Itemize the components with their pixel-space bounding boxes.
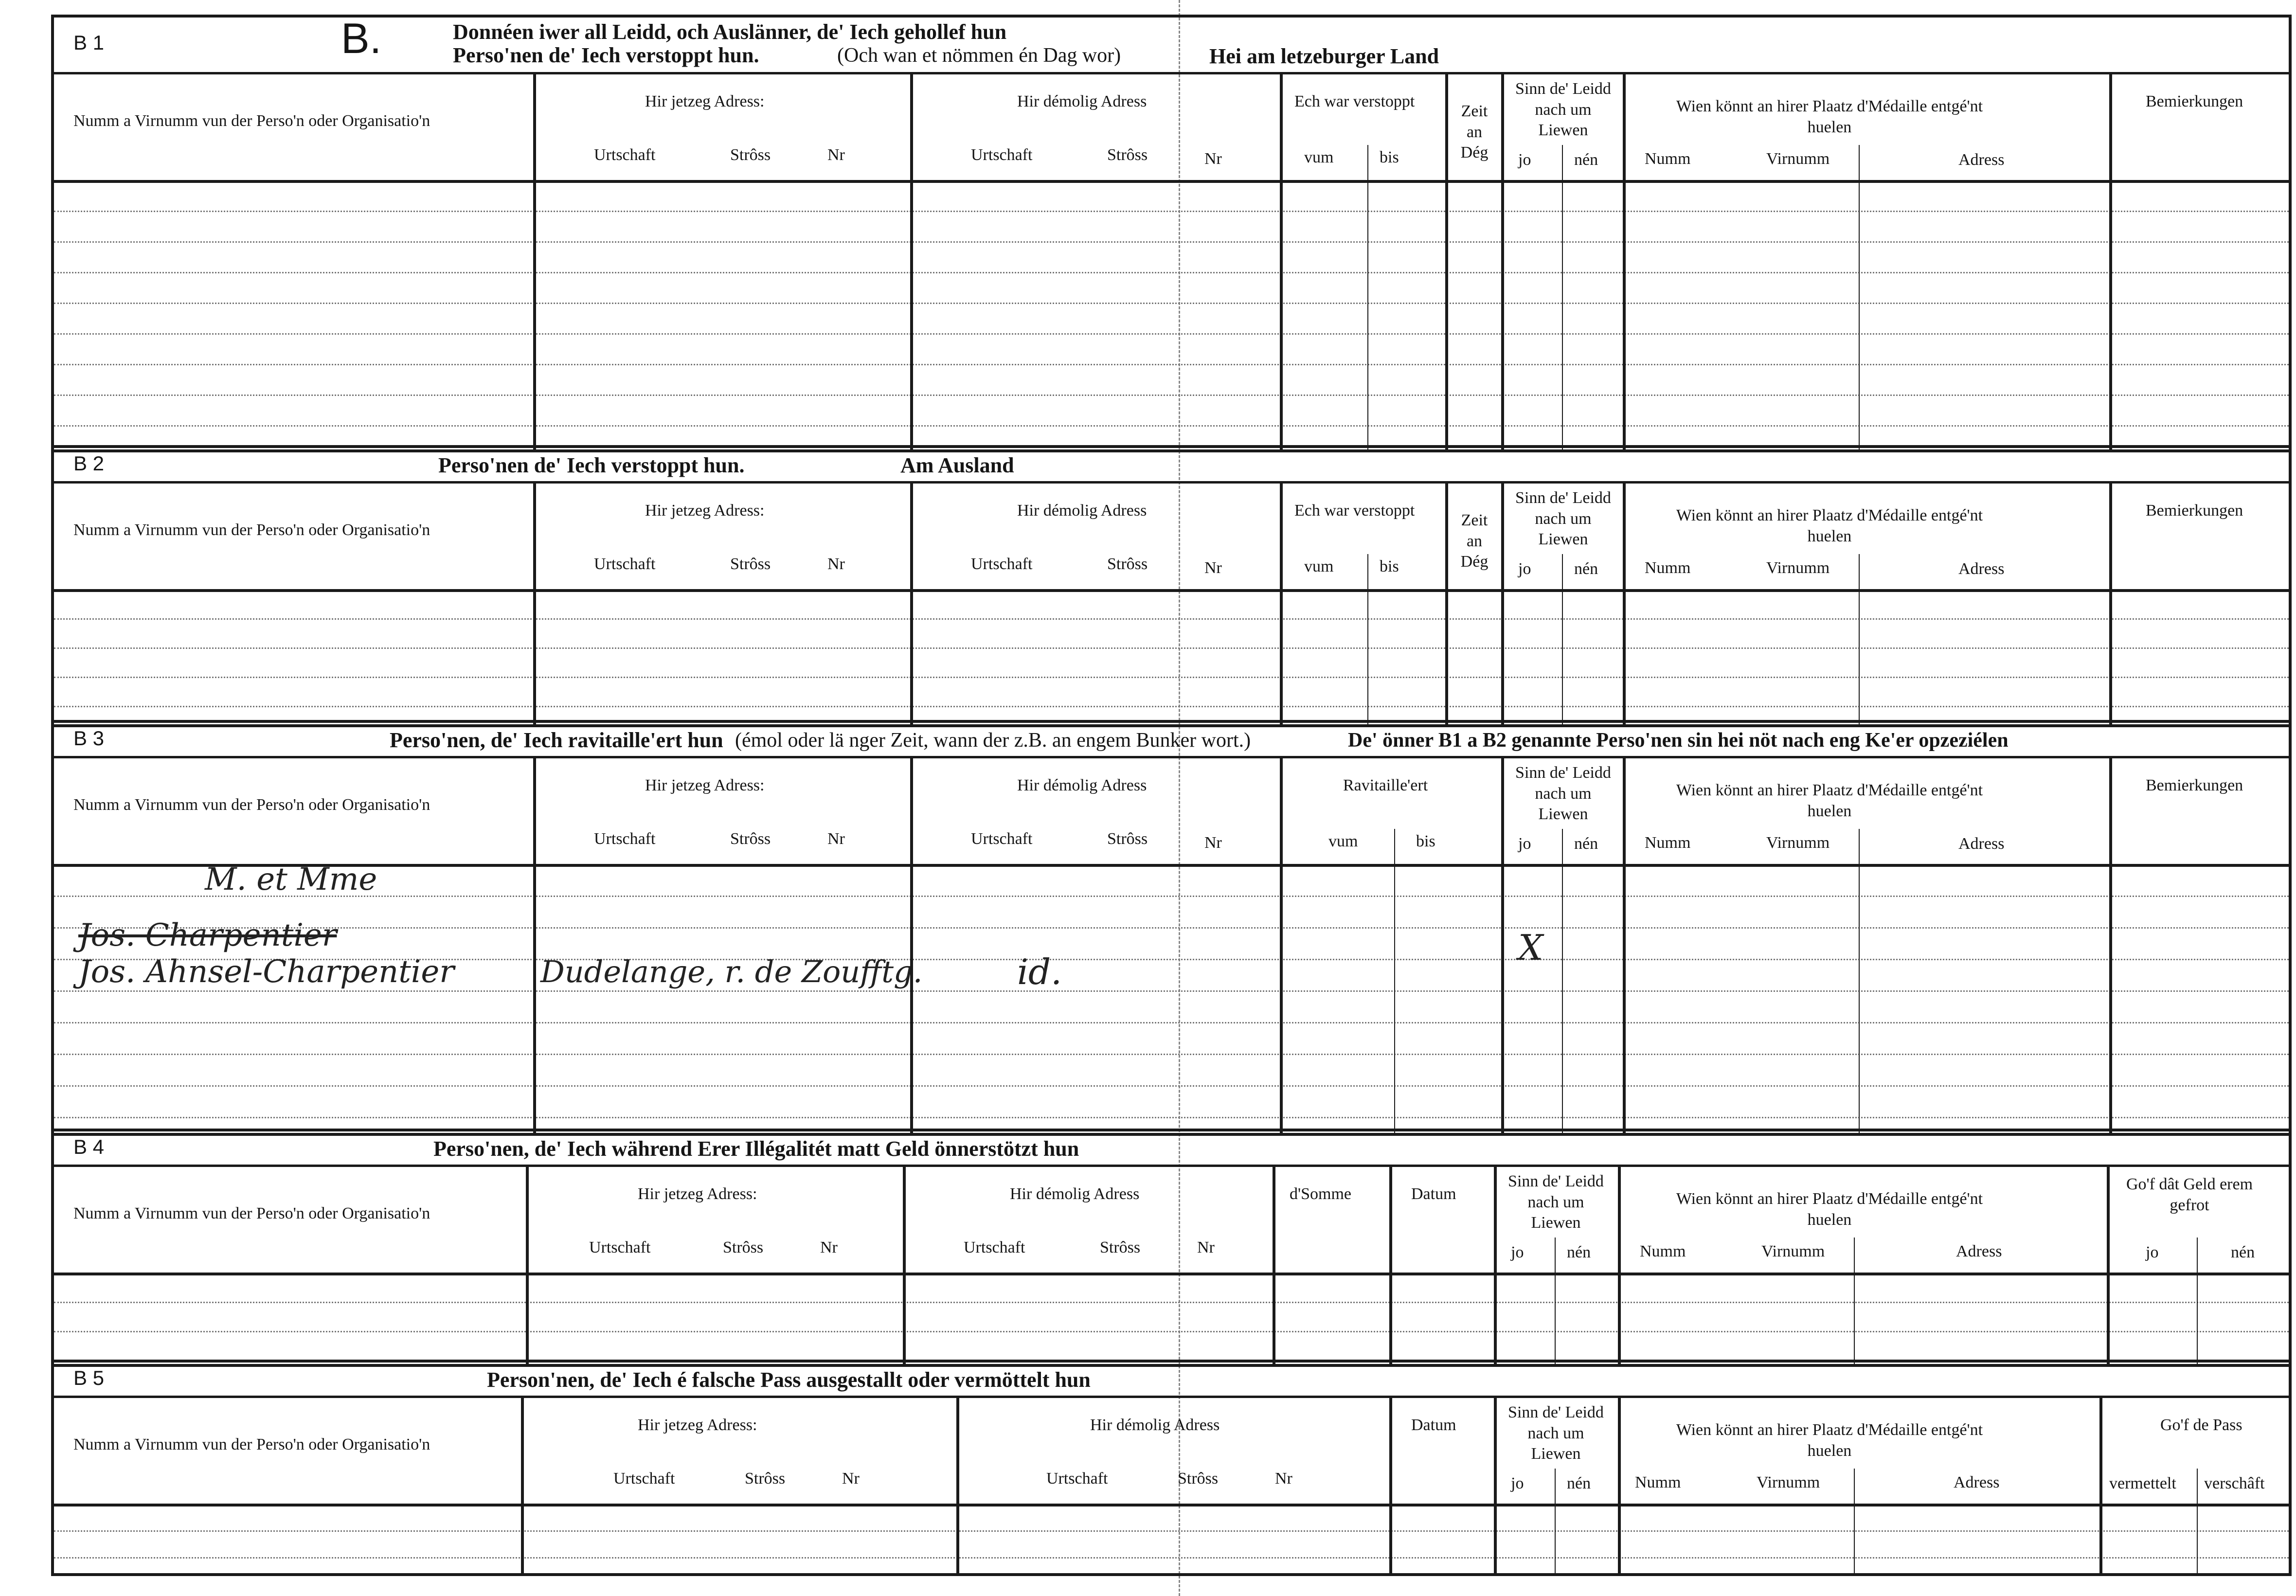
sub-yes: jo [1511,1474,1524,1492]
sub-place: Urtschaft [613,1470,675,1488]
sub-place: Urtschaft [594,555,656,573]
sub-address: Adress [1958,560,2005,578]
sub-place: Urtschaft [971,830,1033,848]
sub-name: Numm [1645,150,1691,168]
sub-nr: Nr [842,1470,860,1488]
row-line [54,706,2289,707]
handwriting-former: id. [1017,951,1062,992]
col-divider [1623,72,1626,449]
sub-yes: jo [1518,560,1531,578]
col-divider [1501,481,1504,724]
sub-to: bis [1416,832,1435,850]
sub-yes: jo [2146,1243,2159,1261]
row-line [54,927,2289,929]
row-line [54,333,2289,335]
col-name: Numm a Virnumm vun der Perso'n oder Organisatio'n [73,112,430,130]
col-name: Numm a Virnumm vun der Perso'n oder Organisatio'n [73,796,430,814]
row-line [54,425,2289,427]
section-title-c: De' önner B1 a B2 genannte Perso'nen sin hei nöt nach eng Ke'er opzeziélen [1348,729,2009,752]
section-b4 [51,1129,2292,1367]
col-divider [1618,1165,1621,1364]
col-divider [1618,1396,1621,1573]
col-divider-thin [1854,1273,1855,1364]
sub-divider [1562,554,1563,589]
sub-name: Numm [1645,559,1691,577]
row-line [54,1530,2289,1532]
section-title: Perso'nen de' Iech verstoppt hun. [438,453,745,477]
sub-to: bis [1380,148,1399,166]
section-title: Perso'nen, de' Iech ravitaille'ert hun [390,728,723,752]
row-line [54,272,2289,273]
col-divider-thin [1859,864,1860,1133]
sub-street: Strôss [1107,555,1148,573]
handwriting-name: Jos. Ahnsel-Charpentier [78,954,454,990]
col-divider [1280,756,1283,1133]
section-id: B 3 [73,727,105,750]
sub-address: Adress [1958,835,2005,853]
col-alive: Sinn de' Leidd nach um Liewen [1515,80,1611,139]
col-divider-thin [1854,1504,1855,1573]
sub-street: Strôss [723,1238,764,1256]
section-big-letter: B. [341,14,382,62]
header-row [54,756,2289,867]
sub-place: Urtschaft [964,1238,1025,1256]
row-line [54,1557,2289,1559]
header-row [54,1396,2289,1506]
section-id: B 2 [73,452,105,475]
col-former-address: Hir démolig Adress [1090,1416,1220,1434]
handwriting-place: Dudelange, r. de Zoufftg. [540,954,923,989]
section-id: B 5 [73,1366,105,1389]
sub-nr: Nr [827,830,845,848]
col-hidden: Ech war verstoppt [1294,502,1415,520]
header-row [54,1165,2289,1275]
col-divider [910,72,913,449]
section-id: B 1 [73,31,105,54]
sub-street: Strôss [1100,1238,1141,1256]
section-b1 [51,15,2292,452]
sub-place: Urtschaft [594,830,656,848]
row-line [54,618,2289,620]
sub-place: Urtschaft [589,1238,651,1256]
row-line [54,1054,2289,1055]
handwriting-name-struck: Jos. Charpentier [78,917,337,953]
row-line [54,241,2289,243]
sub-divider [1854,1469,1855,1504]
sub-from: vum [1304,557,1334,575]
col-divider [1389,1165,1392,1364]
col-divider [521,1396,524,1573]
col-divider [1501,756,1504,1133]
sub-nr: Nr [1204,559,1222,577]
sub-address: Adress [1954,1473,2000,1491]
sub-from: vum [1328,832,1358,850]
col-divider [1494,1165,1497,1364]
sub-yes: jo [1518,835,1531,853]
sub-divider [1854,1237,1855,1273]
row-line [54,303,2289,304]
sub-divider [1555,1469,1556,1504]
col-name: Numm a Virnumm vun der Perso'n oder Organisatio'n [73,1204,430,1222]
sub-first-name: Virnumm [1766,834,1830,852]
sub-no: nén [1574,151,1598,169]
sub-divider [1367,554,1368,589]
sub-place: Urtschaft [1046,1470,1108,1488]
sub-no: nén [1574,835,1598,853]
sub-place: Urtschaft [971,146,1033,164]
col-former-address: Hir démolig Adress [1017,502,1147,520]
sub-nr: Nr [827,555,845,573]
sub-divider [1859,554,1860,589]
sub-divider [1562,829,1563,864]
col-date: Datum [1411,1416,1456,1434]
sub-place: Urtschaft [594,146,656,164]
col-divider [1445,481,1448,724]
sub-street: Strôss [730,830,771,848]
col-name: Numm a Virnumm vun der Perso'n oder Organisatio'n [73,521,430,539]
sub-street: Strôss [1178,1470,1219,1488]
col-gift: Go'f dât Geld erem gefrot [2126,1175,2253,1214]
col-medal: Wien könnt an hirer Plaatz d'Médaille entgé'nt huelen [1676,1190,1983,1229]
handwriting-name-prefix: M. et Mme [205,861,377,897]
col-divider [2109,481,2112,724]
sub-nr: Nr [1197,1238,1215,1256]
handwriting-alive-mark: X [1518,927,1543,968]
sub-address: Adress [1956,1242,2002,1260]
col-divider-thin [2197,1504,2198,1573]
sub-to: bis [1380,557,1399,575]
col-date: Datum [1411,1185,1456,1203]
sub-divider [1555,1237,1556,1273]
sub-place: Urtschaft [971,555,1033,573]
col-current-address: Hir jetzeg Adress: [638,1416,757,1434]
col-divider [533,756,536,1133]
col-alive: Sinn de' Leidd nach um Liewen [1515,764,1611,823]
sub-nr: Nr [1204,834,1222,852]
col-current-address: Hir jetzeg Adress: [645,776,765,794]
col-current-address: Hir jetzeg Adress: [645,92,765,110]
sub-street: Strôss [730,555,771,573]
sub-divider [1859,829,1860,864]
col-former-address: Hir démolig Adress [1017,92,1147,110]
row-line [54,990,2289,992]
row-line [54,364,2289,365]
section-id: B 4 [73,1135,105,1158]
sub-first-name: Virnumm [1766,150,1830,168]
sub-yes: jo [1511,1243,1524,1261]
sub-first-name: Virnumm [1761,1242,1825,1260]
col-sum: d'Somme [1290,1185,1352,1203]
sub-name: Numm [1645,834,1691,852]
col-hidden: Ech war verstoppt [1294,92,1415,110]
sub-divider [1562,145,1563,180]
col-current-address: Hir jetzeg Adress: [638,1185,757,1203]
col-divider [1389,1396,1392,1573]
col-medal: Wien könnt an hirer Plaatz d'Médaille entgé'nt huelen [1676,506,1983,545]
col-divider-thin [1859,180,1860,449]
sub-yes: jo [1518,151,1531,169]
section-b3 [51,720,2292,1136]
col-divider-thin [1367,589,1368,724]
sub-divider [2197,1237,2198,1273]
col-former-address: Hir démolig Adress [1010,1185,1140,1203]
col-supplied: Ravitaille'ert [1343,776,1428,794]
col-divider-thin [1367,180,1368,449]
col-divider [910,481,913,724]
col-divider [1494,1396,1497,1573]
col-remarks: Bemierkungen [2146,92,2243,110]
sub-nr: Nr [1275,1470,1292,1488]
sub-mediated: vermettelt [2109,1474,2176,1492]
section-title-b: (émol oder lä nger Zeit, wann der z.B. an engem Bunker wort.) [735,729,1251,752]
col-alive: Sinn de' Leidd nach um Liewen [1515,489,1611,548]
sub-from: vum [1304,148,1334,166]
col-divider-thin [1562,589,1563,724]
sub-street: Strôss [745,1470,786,1488]
section-b5 [51,1360,2292,1576]
section-title-line2a: Perso'nen de' Iech verstoppt hun. [453,43,759,67]
sub-first-name: Virnumm [1757,1473,1820,1491]
col-alive: Sinn de' Leidd nach um Liewen [1508,1403,1604,1463]
sub-no: nén [1567,1474,1591,1492]
sub-street: Strôss [1107,146,1148,164]
section-title-line2b: (Och wan et nömmen én Dag wor) [837,44,1121,67]
col-divider [1623,481,1626,724]
sub-no: nén [1574,560,1598,578]
col-remarks: Bemierkungen [2146,502,2243,520]
row-line [54,1022,2289,1023]
sub-divider [1394,829,1395,864]
sub-nr: Nr [827,146,845,164]
sub-divider [1859,145,1860,180]
section-title-b: Am Ausland [900,453,1014,477]
col-time: Zeit an Dég [1460,511,1489,571]
section-b1-title-row [54,14,2289,74]
sub-no: nén [2231,1243,2255,1261]
col-current-address: Hir jetzeg Adress: [645,502,765,520]
col-medal: Wien könnt an hirer Plaatz d'Médaille entgé'nt huelen [1676,97,1983,136]
sub-procured: verschâft [2204,1474,2265,1492]
col-divider [1280,481,1283,724]
section-b5-title-row [54,1363,2289,1398]
col-divider [2099,1396,2102,1573]
header-row [54,72,2289,183]
row-line [54,1085,2289,1087]
col-divider [533,481,536,724]
col-alive: Sinn de' Leidd nach um Liewen [1508,1172,1604,1232]
section-title: Perso'nen, de' Iech während Erer Illégalitét matt Geld önnerstötzt hun [433,1137,1079,1161]
col-divider-thin [2197,1273,2198,1364]
col-former-address: Hir démolig Adress [1017,776,1147,794]
row-line [54,395,2289,396]
col-divider [2107,1165,2110,1364]
sub-address: Adress [1958,151,2005,169]
section-title: Donnéen iwer all Leidd, och Auslänner, de' Iech gehollef hun [453,20,1007,44]
sub-no: nén [1567,1243,1591,1261]
section-b2 [51,445,2292,727]
col-time: Zeit an Dég [1460,102,1489,161]
col-divider-thin [1555,1273,1556,1364]
sub-divider [2197,1469,2198,1504]
col-divider [956,1396,959,1573]
header-row [54,481,2289,592]
col-divider [1445,72,1448,449]
col-divider [910,756,913,1133]
row-line [54,211,2289,212]
col-divider [1623,756,1626,1133]
sub-street: Strôss [1107,830,1148,848]
col-divider-thin [1562,864,1563,1133]
col-pass: Go'f de Pass [2160,1416,2242,1434]
col-divider [903,1165,906,1364]
col-divider-thin [1555,1504,1556,1573]
col-divider [526,1165,529,1364]
col-divider [2109,72,2112,449]
sub-nr: Nr [1204,150,1222,168]
section-title: Person'nen, de' Iech é falsche Pass ausgestallt oder vermöttelt hun [487,1368,1091,1392]
col-divider-thin [1394,864,1395,1133]
row-line [54,677,2289,678]
col-divider-thin [1859,589,1860,724]
col-medal: Wien könnt an hirer Plaatz d'Médaille entgé'nt huelen [1676,781,1983,820]
section-b2-title-row [54,448,2289,484]
row-line [54,896,2289,897]
col-divider [1501,72,1504,449]
col-name: Numm a Virnumm vun der Perso'n oder Organisatio'n [73,1435,430,1453]
sub-nr: Nr [820,1238,838,1256]
col-divider [2109,756,2112,1133]
row-line [54,647,2289,649]
sub-divider [1367,145,1368,180]
col-divider [1280,72,1283,449]
row-line [54,1302,2289,1303]
col-remarks: Bemierkungen [2146,776,2243,794]
col-divider [533,72,536,449]
col-divider [1273,1165,1275,1364]
section-b3-title-row [54,723,2289,758]
sub-name: Numm [1640,1242,1686,1260]
col-medal: Wien könnt an hirer Plaatz d'Médaille entgé'nt huelen [1676,1421,1983,1460]
row-line [54,1331,2289,1332]
sub-street: Strôss [730,146,771,164]
sub-first-name: Virnumm [1766,559,1830,577]
section-b4-title-row [54,1131,2289,1167]
col-divider-thin [1562,180,1563,449]
row-line [54,1117,2289,1118]
sub-name: Numm [1635,1473,1681,1491]
section-title-line2c: Hei am letzeburger Land [1209,44,1439,68]
